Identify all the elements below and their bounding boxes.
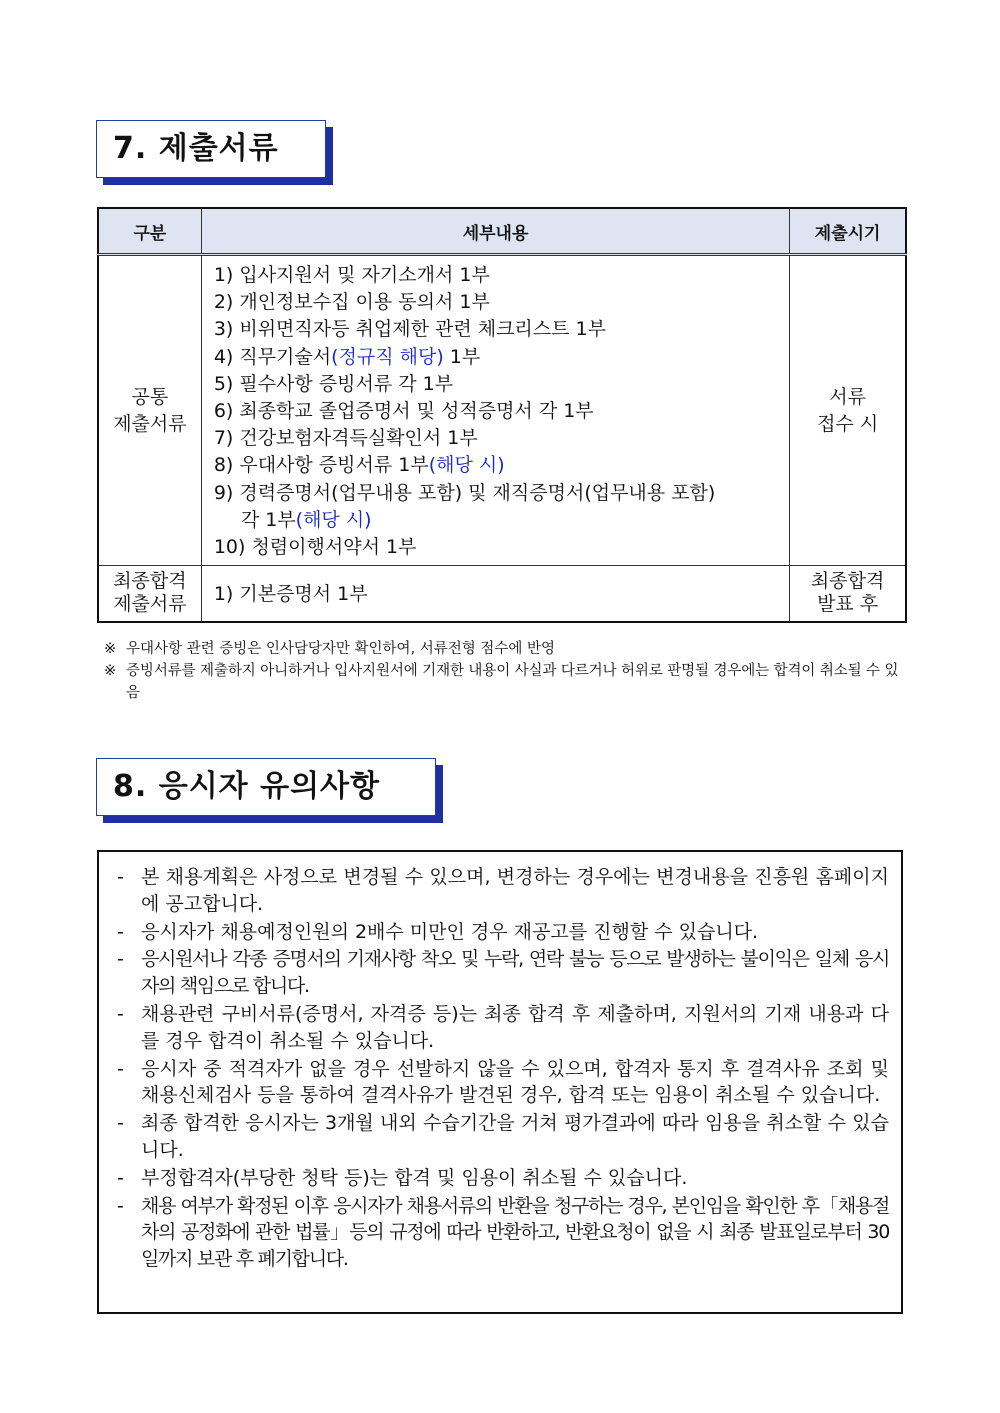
- caution-item: [113, 1193, 889, 1273]
- item-note-blue: (해당 시): [428, 454, 505, 477]
- item-text-post: 1부: [443, 345, 481, 368]
- caution-text: 부정합격자(부당한 청탁 등)는 합격 및 임용이 취소될 수 있습니다.: [141, 1166, 688, 1189]
- caution-text: 최종 합격한 응시자는 3개월 내외 수습기간을 거쳐 평가결과에 따라 임용을 취소할 수 있습니다.: [141, 1112, 889, 1161]
- table-header-row: [98, 208, 906, 255]
- common-category-line1: 공통: [131, 385, 169, 408]
- caution-item: [113, 946, 889, 1000]
- header-timing: 제출시기: [790, 208, 906, 255]
- note-text: 증빙서류를 제출하지 아니하거나 입사지원서에 기재한 내용이 사실과 다르거나 허위로 판명될 경우에는 합격이 취소될 수 있음: [126, 663, 899, 701]
- note-item: [104, 638, 910, 660]
- list-item-continuation: [214, 507, 779, 534]
- caution-text: 응시자 중 적격자가 없을 경우 선발하지 않을 수 있으며, 합격자 통지 후 결격사유 조회 및 채용신체검사 등을 통하여 결격사유가 발견된 경우, 합격 또는 임용이 취소될 수 있습니다.: [141, 1057, 889, 1107]
- common-category-line2: 제출서류: [113, 412, 187, 435]
- list-item: 5) 필수사항 증빙서류 각 1부: [213, 372, 454, 395]
- notes: [104, 638, 910, 704]
- item-note-blue: (정규직 해당): [331, 345, 444, 368]
- common-timing: [790, 255, 906, 566]
- dash-bullet: -: [117, 1057, 124, 1080]
- caution-text: 본 채용계획은 사정으로 변경될 수 있으며, 변경하는 경우에는 변경내용을 진흥원 홈페이지에 공고합니다.: [141, 866, 889, 915]
- common-timing-line2: 접수 시: [817, 412, 879, 435]
- header-category: 구분: [98, 208, 201, 255]
- caution-item: [113, 1056, 889, 1110]
- dash-bullet: -: [117, 1194, 124, 1217]
- header-details: 세부내용: [201, 208, 789, 255]
- dash-bullet: -: [117, 1166, 124, 1189]
- caution-text: 채용 여부가 확정된 이후 응시자가 채용서류의 반환을 청구하는 경우, 본인임을 확인한 후「채용절차의 공정화에 관한 법률」등의 규정에 따라 반환하고, 반환요청이 없을 시 최종 발표일로부터 30일까지 보관 후 폐기합니다.: [141, 1194, 889, 1271]
- note-text: 우대사항 관련 증빙은 인사담당자만 확인하여, 서류전형 점수에 반영: [126, 641, 556, 657]
- final-category-line1: 최종합격: [113, 570, 187, 593]
- submission-documents-table: [97, 207, 907, 623]
- list-item: 1) 기본증명서 1부: [213, 582, 368, 605]
- caution-item: [113, 1110, 889, 1164]
- item-text: 8) 우대사항 증빙서류 1부: [213, 454, 429, 477]
- dash-bullet: -: [117, 866, 124, 888]
- list-item: 6) 최종학교 졸업증명서 및 성적증명서 각 1부: [213, 400, 594, 423]
- final-timing-line2: 발표 후: [817, 593, 879, 616]
- note-item: [104, 660, 910, 704]
- item-note-blue: (해당 시): [295, 508, 372, 531]
- list-item: 10) 청렴이행서약서 1부: [213, 536, 417, 559]
- section-7-title: 7. 제출서류: [96, 120, 326, 178]
- list-item: [214, 452, 779, 479]
- table-row-common: [98, 255, 906, 566]
- list-item: 7) 건강보험자격득실확인서 1부: [213, 427, 478, 450]
- common-timing-line1: 서류: [829, 385, 866, 408]
- caution-item: [113, 864, 889, 918]
- list-item: 1) 입사지원서 및 자기소개서 1부: [213, 264, 490, 286]
- final-timing: [790, 566, 906, 622]
- caution-item: [113, 919, 889, 946]
- final-category: [98, 566, 201, 622]
- list-item: [214, 344, 779, 371]
- cautions-box: [97, 850, 903, 1314]
- common-category: [98, 255, 201, 566]
- reference-mark: ※: [104, 641, 117, 657]
- final-category-line2: 제출서류: [113, 593, 187, 616]
- dash-bullet: -: [117, 948, 124, 971]
- caution-text: 응시원서나 각종 증명서의 기재사항 착오 및 누락, 연락 불능 등으로 발생하는 불이익은 일체 응시자의 책임으로 합니다.: [141, 948, 889, 998]
- reference-mark: ※: [104, 663, 117, 679]
- list-item: 2) 개인정보수집 이용 동의서 1부: [213, 291, 490, 314]
- caution-item: [113, 1001, 889, 1055]
- table-row-final: [98, 566, 906, 622]
- list-item: 3) 비위면직자등 취업제한 관련 체크리스트 1부: [213, 318, 606, 341]
- dash-bullet: -: [117, 1112, 124, 1135]
- final-timing-line1: 최종합격: [810, 570, 885, 593]
- common-items: [201, 255, 789, 566]
- final-items: [201, 566, 789, 622]
- item-text: 각 1부: [240, 508, 296, 531]
- item-text: 4) 직무기술서: [213, 345, 332, 368]
- caution-text: 응시자가 채용예정인원의 2배수 미만인 경우 재공고를 진행할 수 있습니다.: [141, 920, 759, 943]
- list-item: 9) 경력증명서(업무내용 포함) 및 재직증명서(업무내용 포함): [213, 481, 716, 504]
- section-8-title: 8. 응시자 유의사항: [96, 758, 436, 816]
- dash-bullet: -: [117, 920, 124, 943]
- caution-item: [113, 1165, 889, 1192]
- caution-text: 채용관련 구비서류(증명서, 자격증 등)는 최종 합격 후 제출하며, 지원서의 기재 내용과 다를 경우 합격이 취소될 수 있습니다.: [141, 1002, 889, 1052]
- dash-bullet: -: [117, 1002, 124, 1025]
